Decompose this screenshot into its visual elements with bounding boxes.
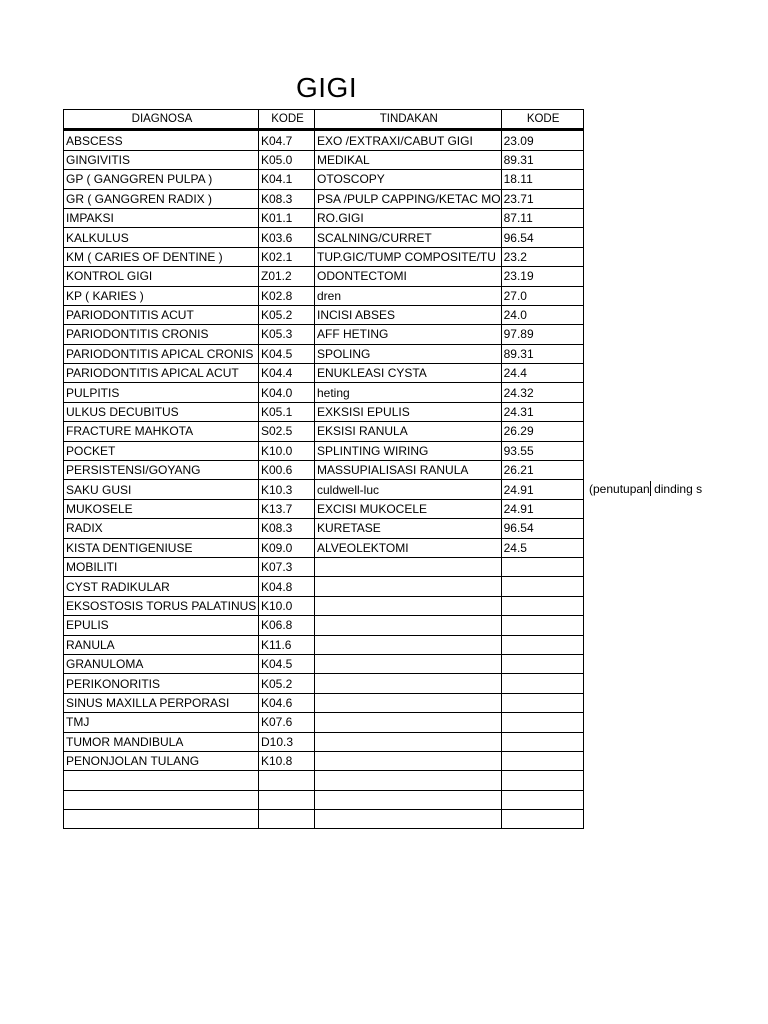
kode-tindakan-cell[interactable] xyxy=(501,751,583,770)
kode-diagnosa-cell[interactable]: K08.3 xyxy=(259,189,315,208)
kode-tindakan-cell[interactable] xyxy=(501,577,583,596)
note-text-end: dinding s xyxy=(650,482,703,496)
tindakan-cell[interactable]: ALVEOLEKTOMI xyxy=(315,538,502,557)
table-row xyxy=(64,441,584,460)
kode-tindakan-cell[interactable]: 23.19 xyxy=(501,267,583,286)
kode-tindakan-cell[interactable]: 93.55 xyxy=(501,441,583,460)
table-row xyxy=(64,383,584,402)
diagnosa-cell[interactable] xyxy=(64,810,259,829)
table-row xyxy=(64,267,584,286)
kode-diagnosa-cell[interactable] xyxy=(259,810,315,829)
diagnosa-cell[interactable]: RADIX xyxy=(64,519,259,538)
diagnosa-cell[interactable]: KALKULUS xyxy=(64,228,259,247)
table-row xyxy=(64,654,584,673)
table-row xyxy=(64,228,584,247)
kode-diagnosa-cell[interactable]: K10.0 xyxy=(259,441,315,460)
kode-diagnosa-cell[interactable]: K05.2 xyxy=(259,674,315,693)
table-row xyxy=(64,810,584,829)
table-row xyxy=(64,538,584,557)
diagnosa-cell[interactable]: ABSCESS xyxy=(64,130,259,150)
kode-diagnosa-cell[interactable]: K04.4 xyxy=(259,364,315,383)
kode-diagnosa-cell[interactable]: K05.3 xyxy=(259,325,315,344)
kode-tindakan-cell[interactable] xyxy=(501,771,583,790)
diagnosa-cell[interactable]: PENONJOLAN TULANG xyxy=(64,751,259,770)
kode-tindakan-cell[interactable]: 24.31 xyxy=(501,402,583,421)
diagnosa-cell[interactable]: GRANULOMA xyxy=(64,654,259,673)
header-diagnosa[interactable]: DIAGNOSA xyxy=(64,110,259,130)
kode-tindakan-cell[interactable] xyxy=(501,635,583,654)
kode-diagnosa-cell[interactable]: K04.5 xyxy=(259,344,315,363)
kode-diagnosa-cell[interactable]: K05.2 xyxy=(259,305,315,324)
kode-tindakan-cell[interactable] xyxy=(501,654,583,673)
kode-diagnosa-cell[interactable]: D10.3 xyxy=(259,732,315,751)
kode-tindakan-cell[interactable]: 89.31 xyxy=(501,344,583,363)
table-row xyxy=(64,499,584,518)
diagnosa-cell[interactable]: KONTROL GIGI xyxy=(64,267,259,286)
table-row xyxy=(64,286,584,305)
kode-diagnosa-cell[interactable] xyxy=(259,790,315,809)
tindakan-cell[interactable]: OTOSCOPY xyxy=(315,170,502,189)
kode-tindakan-cell[interactable]: 24.91 xyxy=(501,499,583,518)
tindakan-cell[interactable] xyxy=(315,557,502,576)
kode-tindakan-cell[interactable] xyxy=(501,732,583,751)
kode-diagnosa-cell[interactable]: Z01.2 xyxy=(259,267,315,286)
table-row xyxy=(64,480,584,499)
kode-tindakan-cell[interactable]: 96.54 xyxy=(501,519,583,538)
kode-tindakan-cell[interactable]: 27.0 xyxy=(501,286,583,305)
diagnosa-cell[interactable]: KISTA DENTIGENIUSE xyxy=(64,538,259,557)
kode-diagnosa-cell[interactable]: K06.8 xyxy=(259,616,315,635)
diagnosa-cell[interactable]: PERIKONORITIS xyxy=(64,674,259,693)
kode-tindakan-cell[interactable]: 24.91 xyxy=(501,480,583,499)
tindakan-cell[interactable]: EXCISI MUKOCELE xyxy=(315,499,502,518)
tindakan-cell[interactable] xyxy=(315,635,502,654)
kode-diagnosa-cell[interactable]: K10.0 xyxy=(259,596,315,615)
diagnosa-cell[interactable]: GINGIVITIS xyxy=(64,150,259,169)
tindakan-cell[interactable]: heting xyxy=(315,383,502,402)
tindakan-cell[interactable]: culdwell-luc xyxy=(315,480,502,499)
diagnosa-cell[interactable]: GR ( GANGGREN RADIX ) xyxy=(64,189,259,208)
kode-tindakan-cell[interactable]: 24.32 xyxy=(501,383,583,402)
tindakan-cell[interactable] xyxy=(315,751,502,770)
table-row xyxy=(64,771,584,790)
table-row xyxy=(64,305,584,324)
kode-tindakan-cell[interactable]: 23.09 xyxy=(501,130,583,150)
diagnosa-cell[interactable]: FRACTURE MAHKOTA xyxy=(64,422,259,441)
diagnosa-cell[interactable]: SINUS MAXILLA PERPORASI xyxy=(64,693,259,712)
diagnosa-cell[interactable]: EPULIS xyxy=(64,616,259,635)
kode-tindakan-cell[interactable]: 24.5 xyxy=(501,538,583,557)
diagnosa-cell[interactable]: TUMOR MANDIBULA xyxy=(64,732,259,751)
tindakan-cell[interactable] xyxy=(315,654,502,673)
kode-tindakan-cell[interactable]: 24.4 xyxy=(501,364,583,383)
diagnosa-cell[interactable]: EKSOSTOSIS TORUS PALATINUS xyxy=(64,596,259,615)
diagnosa-cell[interactable]: GP ( GANGGREN PULPA ) xyxy=(64,170,259,189)
kode-tindakan-cell[interactable] xyxy=(501,713,583,732)
kode-diagnosa-cell[interactable]: K03.6 xyxy=(259,228,315,247)
table-row xyxy=(64,208,584,227)
diagnosa-cell[interactable]: PULPITIS xyxy=(64,383,259,402)
kode-tindakan-cell[interactable]: 23.2 xyxy=(501,247,583,266)
table-row xyxy=(64,519,584,538)
kode-diagnosa-cell[interactable]: K02.8 xyxy=(259,286,315,305)
kode-tindakan-cell[interactable]: 96.54 xyxy=(501,228,583,247)
tindakan-cell[interactable] xyxy=(315,616,502,635)
kode-tindakan-cell[interactable] xyxy=(501,790,583,809)
table-row xyxy=(64,616,584,635)
kode-diagnosa-cell[interactable]: K13.7 xyxy=(259,499,315,518)
kode-diagnosa-cell[interactable]: K04.6 xyxy=(259,693,315,712)
kode-diagnosa-cell[interactable]: K08.3 xyxy=(259,519,315,538)
tindakan-cell[interactable]: SPLINTING WIRING xyxy=(315,441,502,460)
table-row xyxy=(64,693,584,712)
tindakan-cell[interactable]: EXO /EXTRAXI/CABUT GIGI xyxy=(315,130,502,150)
tindakan-cell[interactable]: AFF HETING xyxy=(315,325,502,344)
kode-diagnosa-cell[interactable]: K04.1 xyxy=(259,170,315,189)
table-row xyxy=(64,751,584,770)
tindakan-cell[interactable]: MASSUPIALISASI RANULA xyxy=(315,461,502,480)
table-row xyxy=(64,150,584,169)
diagnosa-cell[interactable]: PARIODONTITIS APICAL ACUT xyxy=(64,364,259,383)
table-row xyxy=(64,732,584,751)
kode-diagnosa-cell[interactable]: K10.3 xyxy=(259,480,315,499)
tindakan-cell[interactable] xyxy=(315,674,502,693)
kode-diagnosa-cell[interactable]: K05.0 xyxy=(259,150,315,169)
kode-diagnosa-cell[interactable]: K02.1 xyxy=(259,247,315,266)
tindakan-cell[interactable]: TUP.GIC/TUMP COMPOSITE/TU xyxy=(315,247,502,266)
table-row xyxy=(64,364,584,383)
kode-diagnosa-cell[interactable]: K05.1 xyxy=(259,402,315,421)
diagnosa-cell[interactable]: MOBILITI xyxy=(64,557,259,576)
table-row xyxy=(64,325,584,344)
tindakan-cell[interactable] xyxy=(315,577,502,596)
diagnosa-cell[interactable]: POCKET xyxy=(64,441,259,460)
kode-diagnosa-cell[interactable]: K07.6 xyxy=(259,713,315,732)
kode-diagnosa-cell[interactable]: K04.7 xyxy=(259,130,315,150)
table-row xyxy=(64,635,584,654)
kode-tindakan-cell[interactable]: 26.21 xyxy=(501,461,583,480)
table-header-row xyxy=(64,110,584,130)
kode-tindakan-cell[interactable] xyxy=(501,557,583,576)
kode-diagnosa-cell[interactable]: K00.6 xyxy=(259,461,315,480)
kode-tindakan-cell[interactable]: 87.11 xyxy=(501,208,583,227)
table-row xyxy=(64,790,584,809)
header-kode-diagnosa[interactable]: KODE xyxy=(259,110,315,130)
table-row xyxy=(64,170,584,189)
table-row xyxy=(64,247,584,266)
tindakan-cell[interactable]: MEDIKAL xyxy=(315,150,502,169)
table-row xyxy=(64,422,584,441)
code-table xyxy=(63,109,584,829)
diagnosa-cell[interactable]: PARIODONTITIS ACUT xyxy=(64,305,259,324)
kode-diagnosa-cell[interactable] xyxy=(259,771,315,790)
header-tindakan[interactable]: TINDAKAN xyxy=(315,110,502,130)
kode-diagnosa-cell[interactable]: K01.1 xyxy=(259,208,315,227)
tindakan-cell[interactable]: KURETASE xyxy=(315,519,502,538)
tindakan-cell[interactable] xyxy=(315,693,502,712)
table-row xyxy=(64,344,584,363)
table-row xyxy=(64,713,584,732)
table-row xyxy=(64,189,584,208)
page-title: GIGI xyxy=(296,72,358,103)
tindakan-cell[interactable]: SCALNING/CURRET xyxy=(315,228,502,247)
table-row xyxy=(64,461,584,480)
tindakan-cell[interactable]: PSA /PULP CAPPING/KETAC MO xyxy=(315,189,502,208)
kode-tindakan-cell[interactable] xyxy=(501,693,583,712)
tindakan-cell[interactable]: INCISI ABSES xyxy=(315,305,502,324)
kode-tindakan-cell[interactable]: 18.11 xyxy=(501,170,583,189)
diagnosa-cell[interactable]: RANULA xyxy=(64,635,259,654)
header-kode-tindakan[interactable]: KODE xyxy=(501,110,583,130)
tindakan-cell[interactable]: ENUKLEASI CYSTA xyxy=(315,364,502,383)
kode-diagnosa-cell[interactable]: K04.0 xyxy=(259,383,315,402)
diagnosa-cell[interactable]: IMPAKSI xyxy=(64,208,259,227)
cell-note-text[interactable] xyxy=(589,479,702,499)
tindakan-cell[interactable]: EXKSISI EPULIS xyxy=(315,402,502,421)
tindakan-cell[interactable]: EKSISI RANULA xyxy=(315,422,502,441)
tindakan-cell[interactable] xyxy=(315,790,502,809)
kode-tindakan-cell[interactable]: 24.0 xyxy=(501,305,583,324)
tindakan-cell[interactable]: SPOLING xyxy=(315,344,502,363)
diagnosa-cell[interactable]: KM ( CARIES OF DENTINE ) xyxy=(64,247,259,266)
kode-tindakan-cell[interactable]: 26.29 xyxy=(501,422,583,441)
diagnosa-cell[interactable]: SAKU GUSI xyxy=(64,480,259,499)
table-row xyxy=(64,557,584,576)
diagnosa-cell[interactable]: KP ( KARIES ) xyxy=(64,286,259,305)
table-row xyxy=(64,402,584,421)
tindakan-cell[interactable]: dren xyxy=(315,286,502,305)
diagnosa-cell[interactable]: PARIODONTITIS CRONIS xyxy=(64,325,259,344)
kode-diagnosa-cell[interactable]: K07.3 xyxy=(259,557,315,576)
kode-diagnosa-cell[interactable]: K10.8 xyxy=(259,751,315,770)
kode-tindakan-cell[interactable]: 97.89 xyxy=(501,325,583,344)
kode-tindakan-cell[interactable] xyxy=(501,674,583,693)
diagnosa-cell[interactable]: PERSISTENSI/GOYANG xyxy=(64,461,259,480)
tindakan-cell[interactable] xyxy=(315,713,502,732)
table-row xyxy=(64,130,584,150)
table-row xyxy=(64,674,584,693)
kode-diagnosa-cell[interactable]: S02.5 xyxy=(259,422,315,441)
tindakan-cell[interactable] xyxy=(315,596,502,615)
tindakan-cell[interactable]: RO.GIGI xyxy=(315,208,502,227)
diagnosa-cell[interactable]: ULKUS DECUBITUS xyxy=(64,402,259,421)
tindakan-cell[interactable]: ODONTECTOMI xyxy=(315,267,502,286)
kode-tindakan-cell[interactable] xyxy=(501,596,583,615)
diagnosa-cell[interactable]: MUKOSELE xyxy=(64,499,259,518)
diagnosa-cell[interactable] xyxy=(64,790,259,809)
kode-diagnosa-cell[interactable]: K11.6 xyxy=(259,635,315,654)
tindakan-cell[interactable] xyxy=(315,732,502,751)
kode-diagnosa-cell[interactable]: K09.0 xyxy=(259,538,315,557)
table-body xyxy=(64,130,584,829)
tindakan-cell[interactable] xyxy=(315,810,502,829)
table-row xyxy=(64,577,584,596)
kode-tindakan-cell[interactable] xyxy=(501,810,583,829)
kode-diagnosa-cell[interactable]: K04.8 xyxy=(259,577,315,596)
note-text-start: (penutupan xyxy=(589,482,650,496)
diagnosa-cell[interactable] xyxy=(64,771,259,790)
diagnosa-cell[interactable]: CYST RADIKULAR xyxy=(64,577,259,596)
kode-tindakan-cell[interactable] xyxy=(501,616,583,635)
diagnosa-cell[interactable]: PARIODONTITIS APICAL CRONIS xyxy=(64,344,259,363)
kode-diagnosa-cell[interactable]: K04.5 xyxy=(259,654,315,673)
kode-tindakan-cell[interactable]: 23.71 xyxy=(501,189,583,208)
table-row xyxy=(64,596,584,615)
diagnosa-cell[interactable]: TMJ xyxy=(64,713,259,732)
kode-tindakan-cell[interactable]: 89.31 xyxy=(501,150,583,169)
tindakan-cell[interactable] xyxy=(315,771,502,790)
